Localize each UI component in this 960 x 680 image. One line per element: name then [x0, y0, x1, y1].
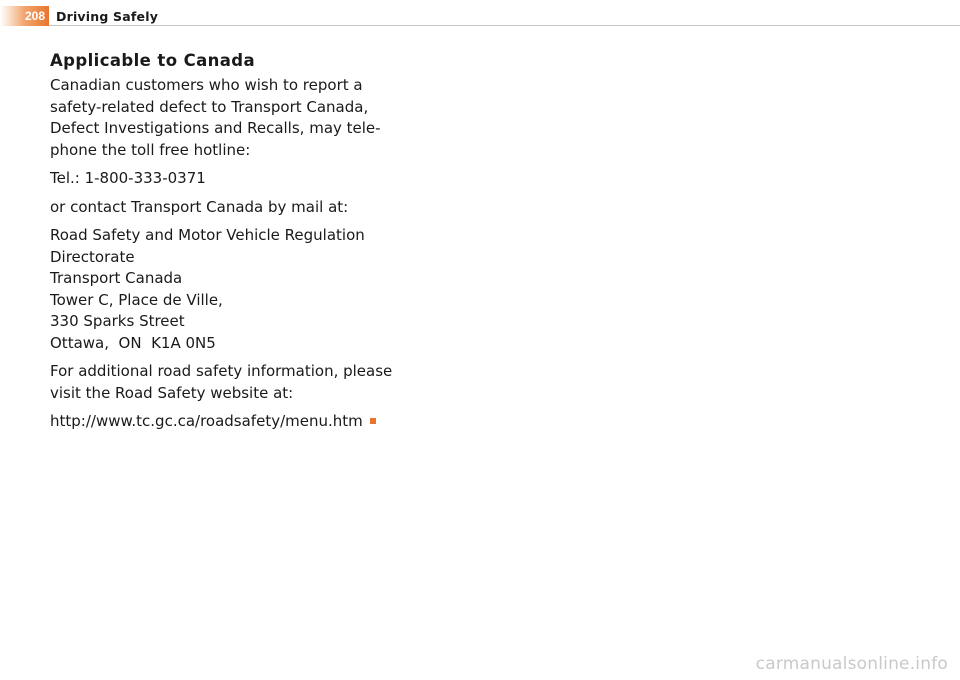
info-paragraph [50, 361, 470, 404]
watermark: carmanualsonline.info [755, 654, 948, 674]
intro-paragraph [50, 75, 470, 161]
intro-line: safety-related defect to Transport Canada, [50, 97, 369, 116]
address-line: Transport Canada [50, 269, 183, 287]
header-rule [49, 25, 960, 26]
info-line: visit the Road Safety website at: [50, 383, 294, 402]
end-of-section-icon [370, 418, 376, 424]
mail-intro: or contact Transport Canada by mail at: [50, 197, 349, 216]
heading-applicable-to-canada: Applicable to Canada [50, 51, 256, 70]
info-line: For additional road safety information, please [50, 362, 393, 380]
address-line: Directorate [50, 247, 135, 266]
intro-line: phone the toll free hotline: [50, 140, 251, 159]
road-safety-url[interactable]: http://www.tc.gc.ca/roadsafety/menu.htm [50, 412, 363, 430]
intro-line: Canadian customers who wish to report a [50, 76, 363, 94]
main-content [50, 50, 470, 440]
url-line [50, 411, 470, 433]
intro-line: Defect Investigations and Recalls, may tele- [50, 119, 381, 137]
mailing-address [50, 225, 470, 354]
phone-number: Tel.: 1-800-333-0371 [50, 169, 206, 187]
section-title: Driving Safely [56, 9, 159, 24]
address-line: 330 Sparks Street [50, 312, 185, 330]
page-header [0, 0, 960, 30]
address-line: Tower C, Place de Ville, [50, 290, 223, 309]
address-line: Ottawa, ON K1A 0N5 [50, 333, 216, 352]
address-line: Road Safety and Motor Vehicle Regulation [50, 226, 365, 244]
page-number: 208 [24, 9, 45, 23]
